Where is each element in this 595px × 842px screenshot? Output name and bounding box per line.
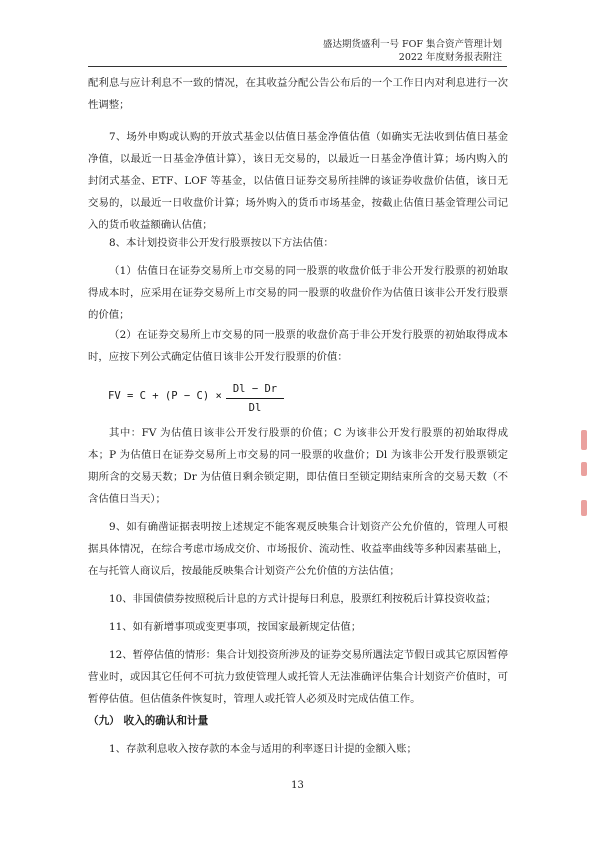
fraction-bar [226, 398, 284, 399]
formula-fraction [226, 382, 284, 415]
paragraph-item-11: 11、如有新增事项或变更事项，按国家最新规定估值； [109, 621, 362, 633]
header-title: 盛达期货盛利一号 FOF 集合资产管理计划 [322, 39, 502, 50]
binding-stamp-mark [581, 500, 587, 516]
paragraph-item-8: 8、本计划投资非公开发行股票按以下方法估值： [109, 237, 334, 249]
header-subtitle: 2022 年度财务报表附注 [398, 52, 502, 63]
document-header [323, 38, 502, 64]
paragraph-item-8-2: （2）在证券交易所上市交易的同一股票的收盘价高于非公开发行股票的初始取得成本时，应按下列公式确定估值日该非公开发行股票的价值： [88, 329, 508, 363]
paragraph-where: 其中：FV 为估值日该非公开发行股票的价值；C 为该非公开发行股票的初始取得成本；P 为估值日在证券交易所上市交易的同一股票的收盘价；Dl 为该非公开发行股票锁定期所含的交易天数；Dr 为估值日剩余锁定期，即估值日至锁定期结束所含的交易天数（不含估值日当天）； [88, 427, 508, 505]
section-heading-9: （九） 收入的确认和计量 [88, 715, 209, 727]
binding-stamp-mark [581, 430, 587, 450]
page-number: 13 [291, 780, 304, 791]
paragraph-income-1: 1、存款利息收入按存款的本金与适用的利率逐日计提的金额入账； [109, 743, 417, 755]
paragraph-item-8-1: （1）估值日在证券交易所上市交易的同一股票的收盘价低于非公开发行股票的初始取得成本时，应采用在证券交易所上市交易的同一股票的收盘价作为估值日该非公开发行股票的价值； [88, 265, 508, 321]
paragraph-item-10: 10、非国债债券按照税后计息的方式计提每日利息，股票红利按税后计算投资收益； [109, 593, 497, 605]
formula-numerator: Dl − Dr [232, 383, 278, 395]
paragraph-p0: 配利息与应计利息不一致的情况，在其收益分配公告公布后的一个工作日内对利息进行一次性调整； [88, 77, 508, 111]
binding-stamp-mark [581, 462, 587, 476]
paragraph-item-9: 9、如有确凿证据表明按上述规定不能客观反映集合计划资产公允价值的，管理人可根据具体情况，在综合考虑市场成交价、市场报价、流动性、收益率曲线等多种因素基础上，在与托管人商议后，按最能反映集合计划资产公允价值的方法估值； [88, 521, 508, 577]
header-rule [88, 66, 507, 67]
formula-denominator: Dl [248, 402, 262, 414]
formula-lhs: FV = C + (P − C) × [108, 390, 222, 402]
paragraph-item-12: 12、暂停估值的情形：集合计划投资所涉及的证券交易所遇法定节假日或其它原因暂停营业时，或因其它任何不可抗力致使管理人或托管人无法准确评估集合计划资产价值时，可暂停估值。但估值条件恢复时，管理人或托管人必须及时完成估值工作。 [88, 649, 508, 705]
paragraph-item-7: 7、场外申购或认购的开放式基金以估值日基金净值估值（如确实无法收到估值日基金净值，以最近一日基金净值计算），该日无交易的，以最近一日基金净值计算；场内购入的封闭式基金、ETF、LOF 等基金，以估值日证券交易所挂牌的该证券收盘价估值，该日无交易的，以最近一日收盘价计算；场外购入的货币市场基金，按截止估值日基金管理公司记入的货币收益额确认估值； [88, 131, 508, 231]
